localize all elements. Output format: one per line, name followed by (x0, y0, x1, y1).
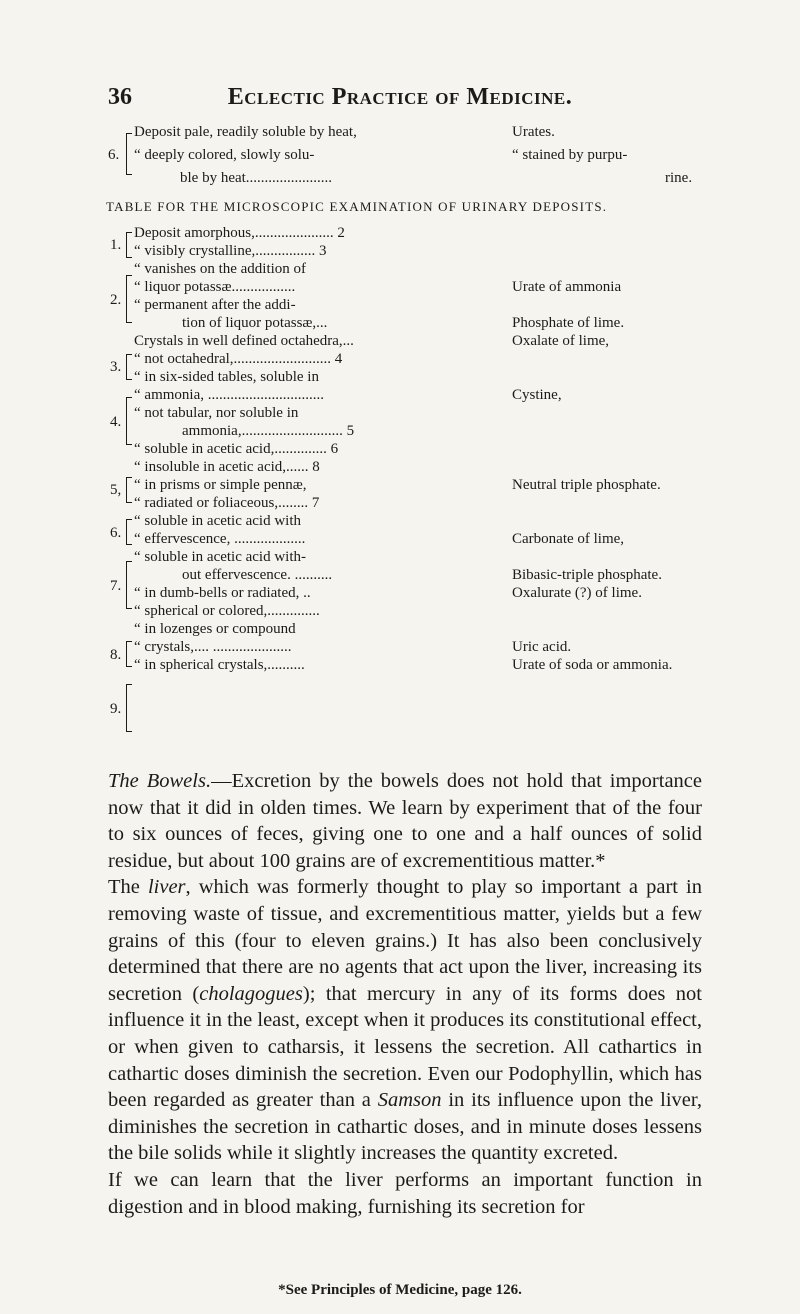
paragraph-text: —Excretion by the bowels does not hold that importance now that it did in olden times. We learn by experiment that of the four to six ounces of feces, giving one to one and a half ounces of solid residue, but about 100 grains are of excrementitious matter.* (108, 770, 703, 872)
table-ref: Carbonate of lime, (512, 531, 625, 547)
table-ref: Oxalurate (?) of lime. (512, 585, 642, 601)
table-row: “ in six-sided tables, soluble in (134, 369, 319, 385)
table-row: “ in dumb-bells or radiated, .. (134, 585, 311, 601)
table-row: Crystals in well defined octahedra,... (134, 333, 354, 349)
row-number: 4. (110, 414, 122, 430)
table-row: “ in lozenges or compound (134, 621, 296, 637)
table-row: “ radiated or foliaceous,........ 7 (134, 495, 320, 511)
table-row: “ not tabular, nor soluble in (134, 405, 299, 421)
paragraph-heading: The Bowels. (108, 770, 212, 792)
running-title: Eclectic Practice of Medicine. (227, 84, 573, 110)
table-row: “ visibly crystalline,................ 3 (134, 243, 327, 259)
bracket (126, 133, 132, 175)
page-header (0, 84, 800, 114)
bracket-9 (126, 684, 132, 732)
row-number: 9. (110, 701, 122, 717)
top-line-3: ble by heat....................... (180, 170, 333, 186)
top-line-1: Deposit pale, readily soluble by heat, (134, 124, 357, 140)
table-ref: Urate of soda or ammonia. (512, 657, 673, 673)
bracket-4 (126, 397, 132, 445)
table-row: “ soluble in acetic acid,.............. 6 (134, 441, 339, 457)
text-segment: , which was formerly thought to play so important a part in removing waste of tissue, and excrementitious matter, yields but a few grains of this (four to eleven grains.) It has also been conclusively determined that there are no agents that act upon the liver, increasing its secretion ( (108, 876, 702, 1005)
top-ref-3: rine. (665, 170, 693, 186)
table-ref: Neutral triple phosphate. (512, 477, 661, 493)
top-line-2: “ deeply colored, slowly solu- (134, 147, 315, 163)
row-number: 3. (110, 359, 122, 375)
top-ref-1: Urates. (512, 124, 555, 140)
bracket-6 (126, 519, 132, 545)
table-row: “ in spherical crystals,.......... (134, 657, 305, 673)
row-number: 8. (110, 647, 122, 663)
table-row: “ effervescence, ................... (134, 531, 306, 547)
paragraph-digestion: If we can learn that the liver performs an important function in digestion and in blood making, furnishing its secretion for (108, 1168, 702, 1218)
row-number: 7. (110, 578, 122, 594)
bracket-3 (126, 354, 132, 380)
table-row: “ soluble in acetic acid with- (134, 549, 307, 565)
table-row: “ ammonia, ............................... (134, 387, 324, 403)
table-ref: Phosphate of lime. (512, 315, 625, 331)
item-number: 6. (108, 147, 120, 163)
table-ref: Cystine, (512, 387, 562, 403)
table-ref: Uric acid. (512, 639, 572, 655)
row-number: 1. (110, 237, 122, 253)
table-row: Deposit amorphous,..................... 2 (134, 225, 345, 241)
bracket-8 (126, 641, 132, 667)
table-row: “ not octahedral,.......................... 4 (134, 351, 343, 367)
emphasis: cholagogues (199, 982, 303, 1005)
table-ref: Oxalate of lime, (512, 333, 610, 349)
table-row: “ crystals,.... ..................... (134, 639, 292, 655)
body-text (108, 768, 702, 1220)
top-ref-2: “ stained by purpu- (512, 147, 628, 163)
table-row: “ in prisms or simple pennæ, (134, 477, 307, 493)
bracket-2 (126, 275, 132, 323)
emphasis: Samson (377, 1089, 442, 1112)
table-row: out effervescence. .......... (182, 567, 333, 583)
row-number: 5, (110, 482, 122, 498)
table-row: “ permanent after the addi- (134, 297, 296, 313)
bracket-5 (126, 477, 132, 503)
table-row: tion of liquor potassæ,... (182, 315, 328, 331)
table-row: “ soluble in acetic acid with (134, 513, 302, 529)
row-number: 2. (110, 292, 122, 308)
bracket-7 (126, 561, 132, 609)
bracket-1 (126, 232, 132, 258)
table-ref: Urate of ammonia (512, 279, 622, 295)
table-row: “ spherical or colored,.............. (134, 603, 320, 619)
table-title: TABLE FOR THE MICROSCOPIC EXAMINATION OF URINARY DEPOSITS. (106, 199, 608, 214)
table-row: “ liquor potassæ................. (134, 279, 296, 295)
text-segment: in its influence upon the liver, diminishes the secretion in cathartic doses, and in minute doses lessens the bile solids while it slightly increases the quantity excreted. (108, 1089, 702, 1165)
emphasis: liver (147, 876, 186, 899)
row-number: 6. (110, 525, 122, 541)
table-row: “ insoluble in acetic acid,...... 8 (134, 459, 320, 475)
table-ref: Bibasic-triple phosphate. (512, 567, 662, 583)
paragraph-liver (108, 874, 702, 1167)
paragraph-bowels (108, 768, 702, 874)
text-segment: The (108, 876, 148, 899)
text-segment: ); that mercury in any of its forms does not influence it in the least, except when it produces its constitutional effect, or when given to catharsis, it lessens the secretion. All cathartics in cathartic doses diminish the secretion. Even our Podophyllin, which has been regarded as greater than a (108, 982, 702, 1112)
table-row: ammonia,........................... 5 (182, 423, 355, 439)
table-row: “ vanishes on the addition of (134, 261, 307, 277)
page-number: 36 (108, 84, 132, 110)
footnote: *See Principles of Medicine, page 126. (278, 1282, 522, 1298)
